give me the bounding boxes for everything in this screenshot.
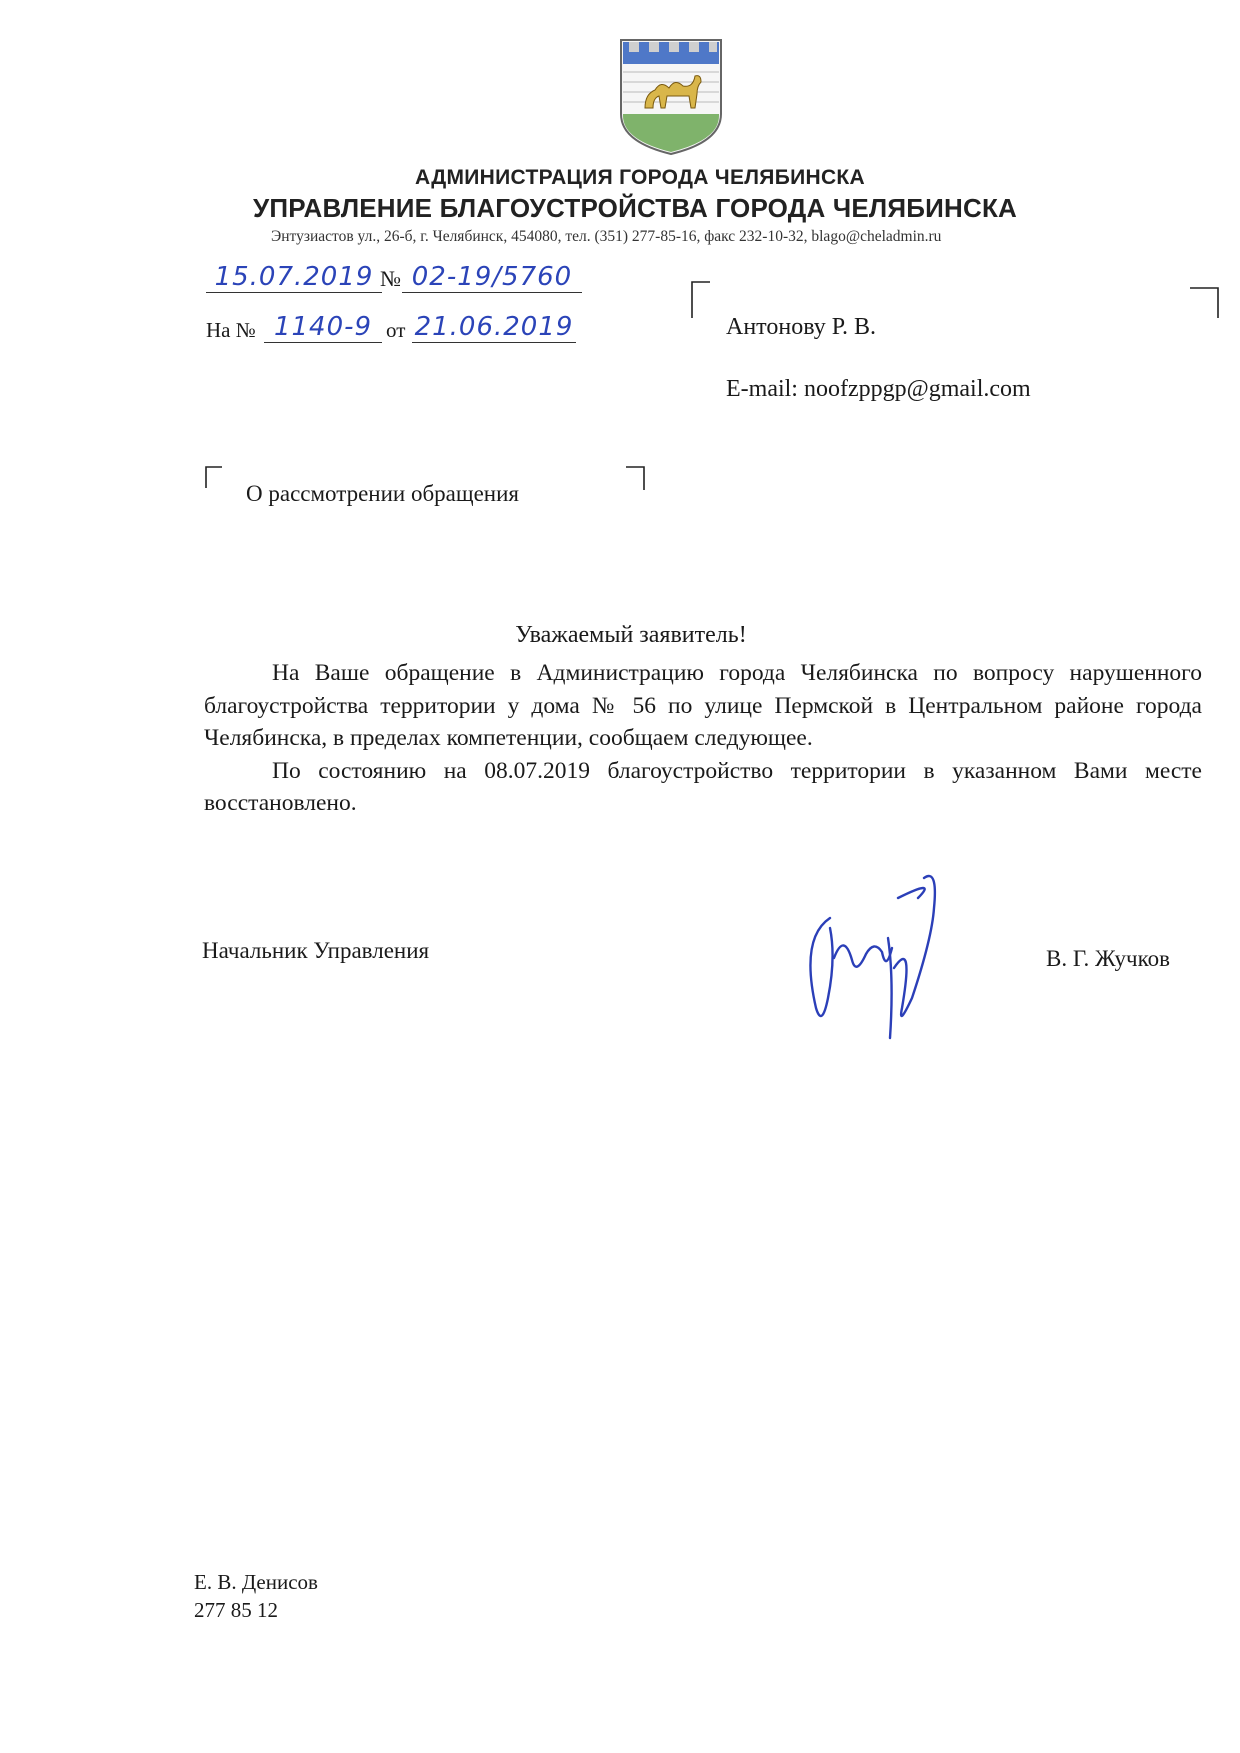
registration-date: 15.07.2019	[206, 262, 382, 293]
signer-position: Начальник Управления	[202, 938, 430, 963]
letter-body	[204, 657, 1202, 820]
salutation: Уважаемый заявитель!	[515, 622, 747, 648]
reference-prefix: На №	[206, 318, 256, 342]
reference-from: от	[386, 318, 406, 342]
city-coat-of-arms-icon	[619, 38, 723, 156]
reference-date: 21.06.2019	[412, 312, 576, 343]
executor-phone: 277 85 12	[194, 1598, 278, 1622]
recipient-name: Антонову Р. В.	[726, 314, 877, 340]
letter-subject: О рассмотрении обращения	[246, 481, 519, 506]
org-name-line2: УПРАВЛЕНИЕ БЛАГОУСТРОЙСТВА ГОРОДА ЧЕЛЯБИНСКА	[253, 193, 1017, 223]
reference-number: 1140-9	[264, 312, 382, 343]
signer-name: В. Г. Жучков	[1046, 946, 1170, 971]
org-name-line1: АДМИНИСТРАЦИЯ ГОРОДА ЧЕЛЯБИНСКА	[414, 166, 865, 189]
body-paragraph-1: На Ваше обращение в Администрацию города Челябинска по вопросу нарушенного благоустройства территории у дома № 56 по улице Пермской в Центральном районе города Челябинска, в пределах компетенции, сообщаем следующее.	[204, 660, 1202, 751]
executor-block	[194, 1568, 318, 1624]
recipient-email: E-mail: noofzppgp@gmail.com	[726, 376, 1031, 402]
org-contacts: Энтузиастов ул., 26-б, г. Челябинск, 454080, тел. (351) 277-85-16, факс 232-10-32, blago@cheladmin.ru	[271, 228, 942, 245]
handwritten-signature-icon	[790, 858, 980, 1048]
body-paragraph-2: По состоянию на 08.07.2019 благоустройство территории в указанном Вами месте восстановлено.	[204, 757, 1202, 816]
executor-name: Е. В. Денисов	[194, 1570, 318, 1594]
registration-number: 02-19/5760	[402, 262, 582, 293]
registration-number-sign: №	[380, 266, 401, 291]
